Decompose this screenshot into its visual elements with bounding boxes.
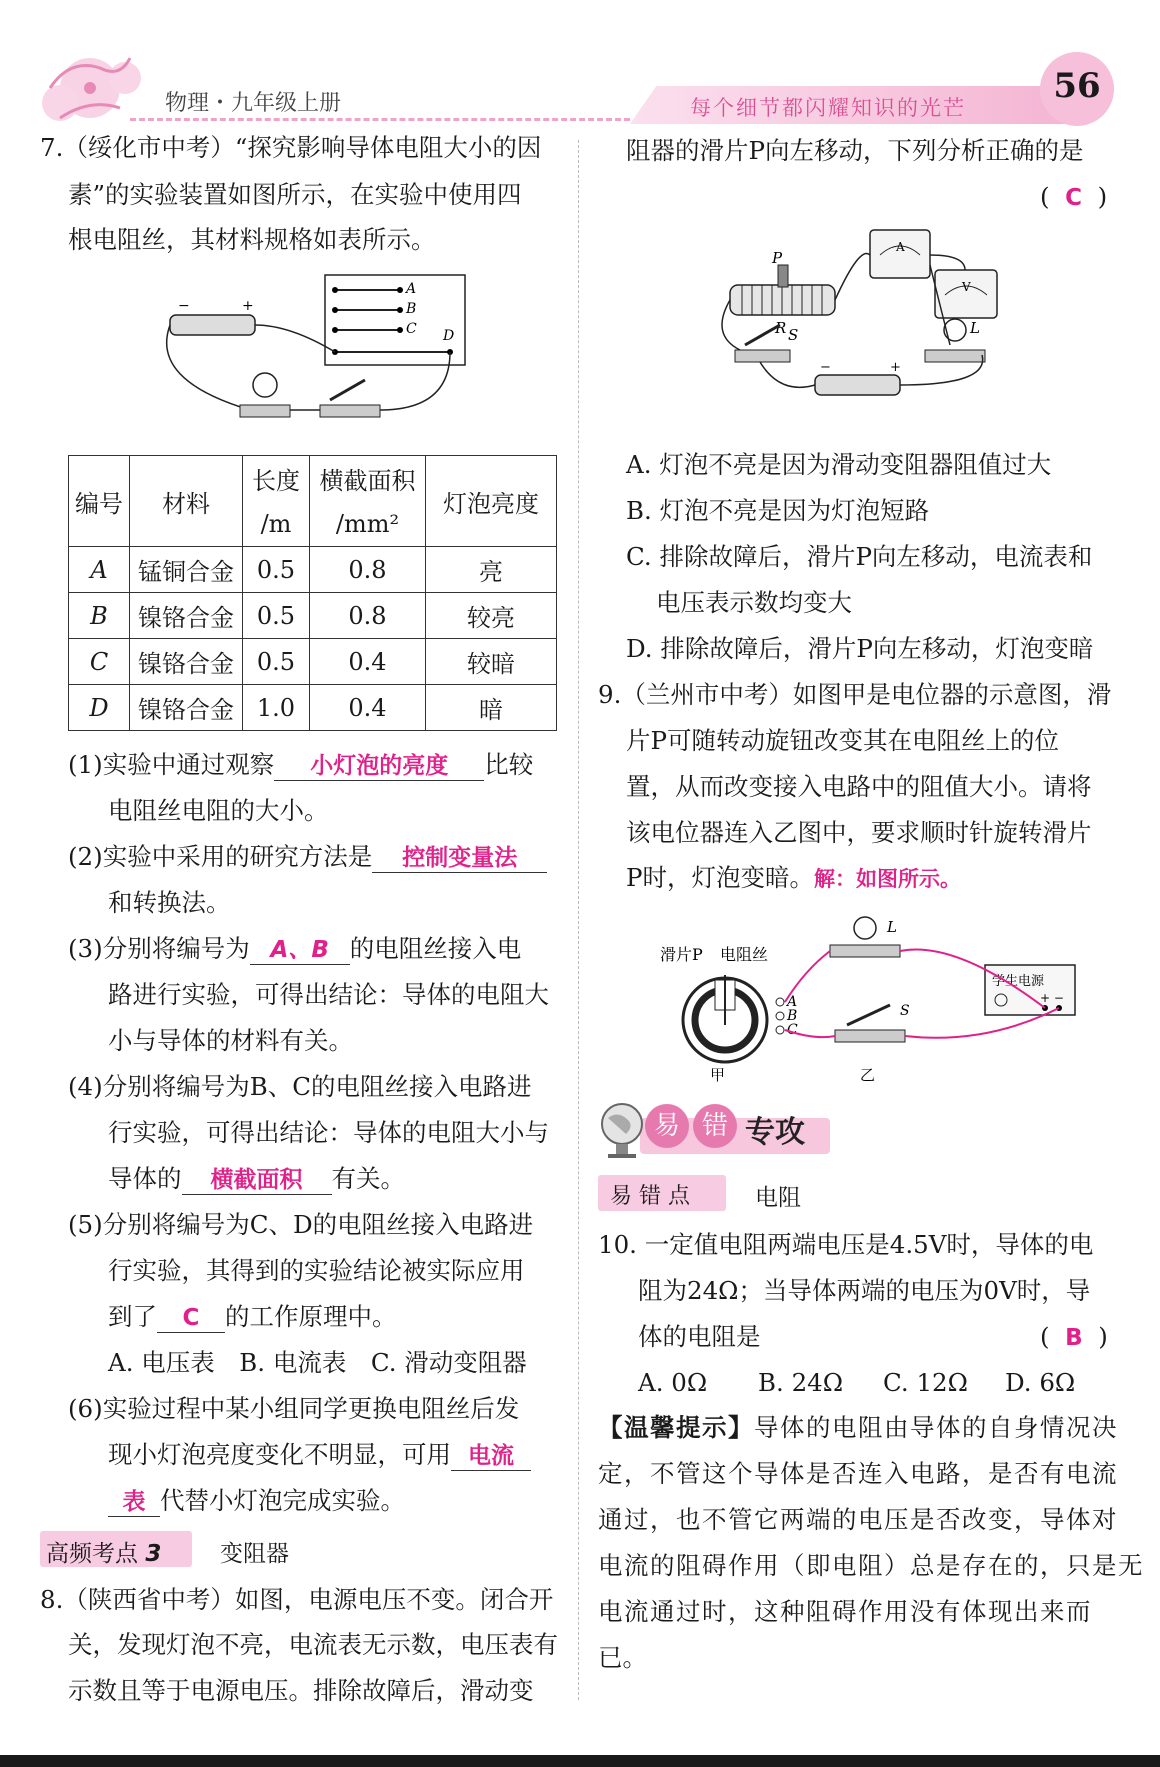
bulb-icon bbox=[253, 373, 277, 397]
answer-blank: A、B bbox=[250, 936, 350, 965]
tip-line-3: 通过，也不管它两端的电压是否改变，导体对 bbox=[598, 1505, 1118, 1534]
tip-label: 【温馨提示】 bbox=[598, 1413, 754, 1442]
q7-p6-cont2: 表 代替小灯泡完成实验。 bbox=[108, 1486, 405, 1517]
answer-blank: 表 bbox=[108, 1488, 160, 1517]
bulb-icon bbox=[944, 319, 966, 341]
switch-icon bbox=[835, 1030, 905, 1042]
q7-p6: (6)实验过程中某小组同学更换电阻丝后发 bbox=[68, 1394, 520, 1423]
svg-text:V: V bbox=[962, 280, 971, 294]
tip-line-4: 电流的阻碍作用（即电阻）总是存在的，只是无 bbox=[598, 1551, 1144, 1580]
th-area-unit: /mm² bbox=[310, 501, 426, 547]
svg-text:甲: 甲 bbox=[710, 1066, 726, 1084]
answer-blank: 横截面积 bbox=[182, 1166, 332, 1195]
q10-line-1: 10. 一定值电阻两端电压是4.5V时，导体的电 bbox=[598, 1230, 1094, 1259]
table-row: A 锰铜合金 0.5 0.8 亮 bbox=[69, 547, 557, 593]
q8-line-4: 阻器的滑片P向左移动，下列分析正确的是 bbox=[626, 136, 1084, 165]
fig-label-d: D bbox=[443, 328, 455, 344]
table-row: C 镍铬合金 0.5 0.4 较暗 bbox=[69, 639, 557, 685]
th-id: 编号 bbox=[69, 456, 130, 547]
lamp-base-icon bbox=[830, 945, 900, 957]
q7-p5: (5)分别将编号为C、D的电阻丝接入电路进 bbox=[68, 1210, 534, 1239]
svg-text:滑片P: 滑片P bbox=[660, 945, 703, 964]
q7-p3-cont: 路进行实验，可得出结论：导体的电阻大 bbox=[108, 980, 549, 1009]
svg-text:L: L bbox=[887, 918, 897, 936]
bulb-icon bbox=[854, 917, 876, 939]
yicuo-point-label: 易 错 点 bbox=[610, 1184, 690, 1209]
svg-text:L: L bbox=[970, 319, 980, 337]
tip-line-1: 【温馨提示】导体的电阻由导体的自身情况决 bbox=[598, 1413, 1118, 1442]
q8-line-1: 8.（陕西省中考）如图，电源电压不变。闭合开 bbox=[40, 1585, 554, 1614]
q7-circuit-figure bbox=[160, 270, 470, 440]
section-pill-label: 高频考点 3 bbox=[46, 1541, 162, 1567]
material-table bbox=[68, 455, 557, 731]
lamp-base-icon bbox=[925, 350, 985, 362]
q9-line-1: 9.（兰州市中考）如图甲是电位器的示意图，滑 bbox=[598, 680, 1112, 709]
q7-p4: (4)分别将编号为B、C的电阻丝接入电路进 bbox=[68, 1072, 532, 1101]
svg-text:S: S bbox=[900, 1003, 910, 1019]
fig-label-a: A bbox=[406, 281, 417, 297]
q7-p2: (2)实验中采用的研究方法是 控制变量法 bbox=[68, 842, 547, 873]
q7-line-3: 根电阻丝，其材料规格如表所示。 bbox=[68, 225, 436, 254]
th-length-unit: /m bbox=[243, 501, 310, 547]
q9-circuit-figure bbox=[655, 910, 1085, 1085]
q8-option-c: C. 排除故障后，滑片P向左移动，电流表和 bbox=[626, 542, 1093, 571]
q7-line-2: 素”的实验装置如图所示，在实验中使用四 bbox=[68, 180, 522, 209]
svg-text:C: C bbox=[787, 1022, 798, 1038]
q8-circuit-figure bbox=[720, 225, 1020, 435]
voltmeter-icon bbox=[935, 270, 997, 318]
yicuo-topic: 电阻 bbox=[755, 1185, 801, 1211]
tip-line-5: 电流通过时，这种阻碍作用没有体现出来而 bbox=[598, 1597, 1092, 1626]
q7-p5-cont2: 到了 C 的工作原理中。 bbox=[108, 1302, 397, 1331]
q8-answer: ( C ) bbox=[1040, 182, 1108, 211]
q7-p4-cont: 行实验，可得出结论：导体的电阻大小与 bbox=[108, 1118, 549, 1147]
answer-blank: 电流 bbox=[451, 1442, 531, 1471]
fig-label-c: C bbox=[406, 321, 417, 337]
slogan: 每个细节都闪耀知识的光芒 bbox=[690, 96, 966, 120]
q7-p5-cont: 行实验，其得到的实验结论被实际应用 bbox=[108, 1256, 525, 1285]
banner-title: 专攻 bbox=[745, 1115, 805, 1150]
svg-text:+: + bbox=[890, 360, 901, 375]
q7-p1: (1)实验中通过观察 小灯泡的亮度 比较 bbox=[68, 750, 534, 779]
svg-text:S: S bbox=[788, 326, 799, 344]
q8-option-d: D. 排除故障后，滑片P向左移动，灯泡变暗 bbox=[626, 634, 1094, 663]
q10-option-b: B. 24Ω bbox=[758, 1368, 844, 1397]
q7-p4-cont2: 导体的 横截面积 有关。 bbox=[108, 1164, 405, 1193]
q8-option-a: A. 灯泡不亮是因为滑动变阻器阻值过大 bbox=[626, 450, 1052, 479]
ammeter-icon bbox=[870, 230, 930, 278]
bottom-bar bbox=[0, 1755, 1160, 1767]
th-brightness: 灯泡亮度 bbox=[426, 456, 557, 547]
svg-text:−: − bbox=[178, 298, 190, 314]
book-title: 物理・九年级上册 bbox=[165, 91, 342, 116]
fig-label-b: B bbox=[406, 301, 417, 317]
svg-text:电阻丝: 电阻丝 bbox=[720, 945, 769, 964]
q10-option-a: A. 0Ω bbox=[638, 1368, 708, 1397]
q8-line-3: 示数且等于电源电压。排除故障后，滑动变 bbox=[68, 1676, 534, 1705]
flower-decoration-icon bbox=[30, 48, 160, 128]
q7-line-1: 7.（绥化市中考）“探究影响导体电阻大小的因 bbox=[40, 133, 542, 162]
svg-text:+ −: + − bbox=[1040, 991, 1064, 1005]
svg-text:学生电源: 学生电源 bbox=[992, 974, 1045, 989]
svg-text:+: + bbox=[242, 298, 254, 314]
svg-text:A: A bbox=[787, 994, 798, 1010]
q7-p3-cont2: 小与导体的材料有关。 bbox=[108, 1026, 353, 1055]
q9-answer: 解：如图所示。 bbox=[813, 867, 961, 891]
battery-icon bbox=[170, 315, 255, 335]
q10-option-c: C. 12Ω bbox=[883, 1368, 968, 1397]
q9-line-4: 该电位器连入乙图中，要求顺时针旋转滑片 bbox=[626, 818, 1092, 847]
svg-text:R: R bbox=[775, 319, 787, 337]
q7-p5-options: A. 电压表 B. 电流表 C. 滑动变阻器 bbox=[108, 1348, 527, 1377]
switch-icon bbox=[735, 350, 790, 362]
globe-icon bbox=[598, 1100, 646, 1160]
answer-blank: 控制变量法 bbox=[372, 844, 547, 873]
table-row: D 镍铬合金 1.0 0.4 暗 bbox=[69, 685, 557, 731]
th-material: 材料 bbox=[130, 456, 243, 547]
q9-line-2: 片P可随转动旋钮改变其在电阻丝上的位 bbox=[626, 726, 1059, 755]
q7-p1-cont: 电阻丝电阻的大小。 bbox=[108, 796, 329, 825]
column-divider bbox=[578, 140, 579, 1700]
q8-line-2: 关，发现灯泡不亮，电流表无示数，电压表有 bbox=[68, 1630, 558, 1659]
switch-icon bbox=[320, 405, 380, 417]
battery-icon bbox=[815, 375, 900, 395]
svg-text:−: − bbox=[820, 360, 831, 375]
q9-line-3: 置，从而改变接入电路中的阻值大小。请将 bbox=[626, 772, 1092, 801]
q10-line-3: 体的电阻是 bbox=[638, 1322, 761, 1351]
table-row: B 镍铬合金 0.5 0.8 较亮 bbox=[69, 593, 557, 639]
tip-line-2: 定，不管这个导体是否连入电路，是否有电流 bbox=[598, 1459, 1118, 1488]
answer-blank: 小灯泡的亮度 bbox=[274, 752, 484, 781]
section-title: 变阻器 bbox=[220, 1541, 289, 1567]
q10-option-d: D. 6Ω bbox=[1005, 1368, 1076, 1397]
q8-option-b: B. 灯泡不亮是因为灯泡短路 bbox=[626, 496, 930, 525]
th-area: 横截面积 bbox=[310, 456, 426, 502]
q7-p3: (3)分别将编号为 A、B 的电阻丝接入电 bbox=[68, 934, 522, 963]
header-dash bbox=[130, 118, 630, 121]
svg-text:P: P bbox=[772, 249, 783, 267]
svg-text:B: B bbox=[787, 1008, 798, 1024]
lamp-base-icon bbox=[240, 405, 290, 417]
page-number: 56 bbox=[1053, 66, 1101, 106]
q10-line-2: 阻为24Ω；当导体两端的电压为0V时，导 bbox=[638, 1276, 1091, 1305]
q7-p6-cont: 现小灯泡亮度变化不明显，可用 电流 bbox=[108, 1440, 531, 1471]
tip-line-6: 已。 bbox=[598, 1643, 647, 1672]
q9-line-5: P时，灯泡变暗。解：如图所示。 bbox=[626, 863, 961, 892]
banner-char-1: 易 bbox=[645, 1104, 689, 1148]
banner-char-2: 错 bbox=[693, 1104, 737, 1148]
q7-p2-cont: 和转换法。 bbox=[108, 888, 231, 917]
q8-option-c-cont: 电压表示数均变大 bbox=[656, 588, 852, 617]
answer-blank: C bbox=[157, 1304, 225, 1333]
th-length: 长度 bbox=[243, 456, 310, 502]
q10-answer: ( B ) bbox=[1040, 1322, 1108, 1351]
svg-text:乙: 乙 bbox=[860, 1066, 876, 1084]
svg-text:A: A bbox=[896, 240, 905, 254]
